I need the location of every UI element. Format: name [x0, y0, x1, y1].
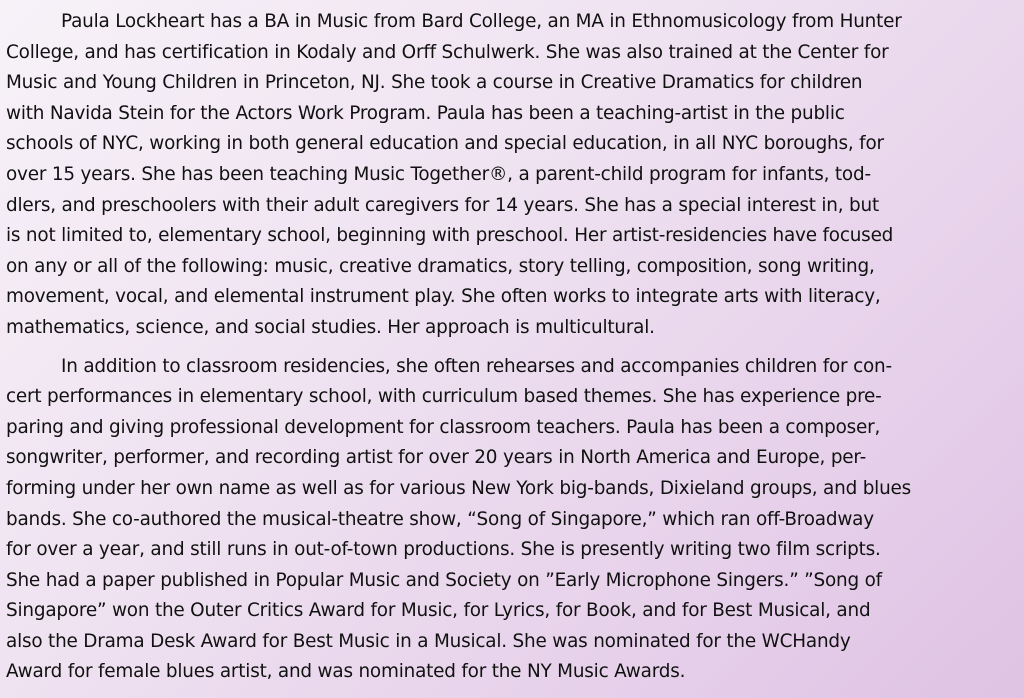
text-line: Award for female blues artist, and was nominated for the NY Music Awards. [6, 661, 686, 683]
text-line: is not limited to, elementary school, beginning with preschool. Her artist-residencies have focused [6, 225, 894, 247]
text-line: movement, vocal, and elemental instrument play. She often works to integrate arts with literacy, [6, 286, 881, 308]
text-line: on any or all of the following: music, creative dramatics, story telling, composition, song writing, [6, 255, 875, 277]
text-line: dlers, and preschoolers with their adult caregivers for 14 years. She has a special interest in, but [6, 194, 879, 216]
text-line: In addition to classroom residencies, she often rehearses and accompanies children for con- [61, 355, 892, 377]
text-line: paring and giving professional development for classroom teachers. Paula has been a composer, [6, 416, 881, 438]
text-line: for over a year, and still runs in out-of-town productions. She is presently writing two film scripts. [6, 539, 881, 561]
text-line: Singapore” won the Outer Critics Award for Music, for Lyrics, for Book, and for Best Musical, and [6, 600, 871, 622]
text-line: over 15 years. She has been teaching Music Together®, a parent-child program for infants, tod- [6, 163, 871, 185]
text-line: College, and has certification in Kodaly and Orff Schulwerk. She was also trained at the Center for [6, 41, 889, 63]
text-line: She had a paper published in Popular Music and Society on ”Early Microphone Singers.” ”Song of [6, 569, 882, 591]
paragraph-education-teaching [6, 7, 1018, 344]
paragraph-spacer [6, 344, 1018, 352]
text-line: mathematics, science, and social studies. Her approach is multicultural. [6, 316, 655, 338]
text-line: forming under her own name as well as for various New York big-bands, Dixieland groups, and blues [6, 477, 912, 499]
text-line: songwriter, performer, and recording artist for over 20 years in North America and Europe, per- [6, 447, 867, 469]
text-line: schools of NYC, working in both general education and special education, in all NYC boroughs, for [6, 133, 884, 155]
paragraph-performance-career [6, 352, 1018, 689]
text-line: Paula Lockheart has a BA in Music from Bard College, an MA in Ethnomusicology from Hunter [61, 11, 902, 32]
text-line: also the Drama Desk Award for Best Music in a Musical. She was nominated for the WCHandy [6, 630, 851, 652]
text-line: with Navida Stein for the Actors Work Program. Paula has been a teaching-artist in the public [6, 102, 845, 124]
text-line: Music and Young Children in Princeton, NJ. She took a course in Creative Dramatics for children [6, 72, 863, 94]
text-line: cert performances in elementary school, with curriculum based themes. She has experience pre- [6, 386, 882, 408]
text-line: bands. She co-authored the musical-theatre show, “Song of Singapore,” which ran off-Broadway [6, 508, 874, 530]
